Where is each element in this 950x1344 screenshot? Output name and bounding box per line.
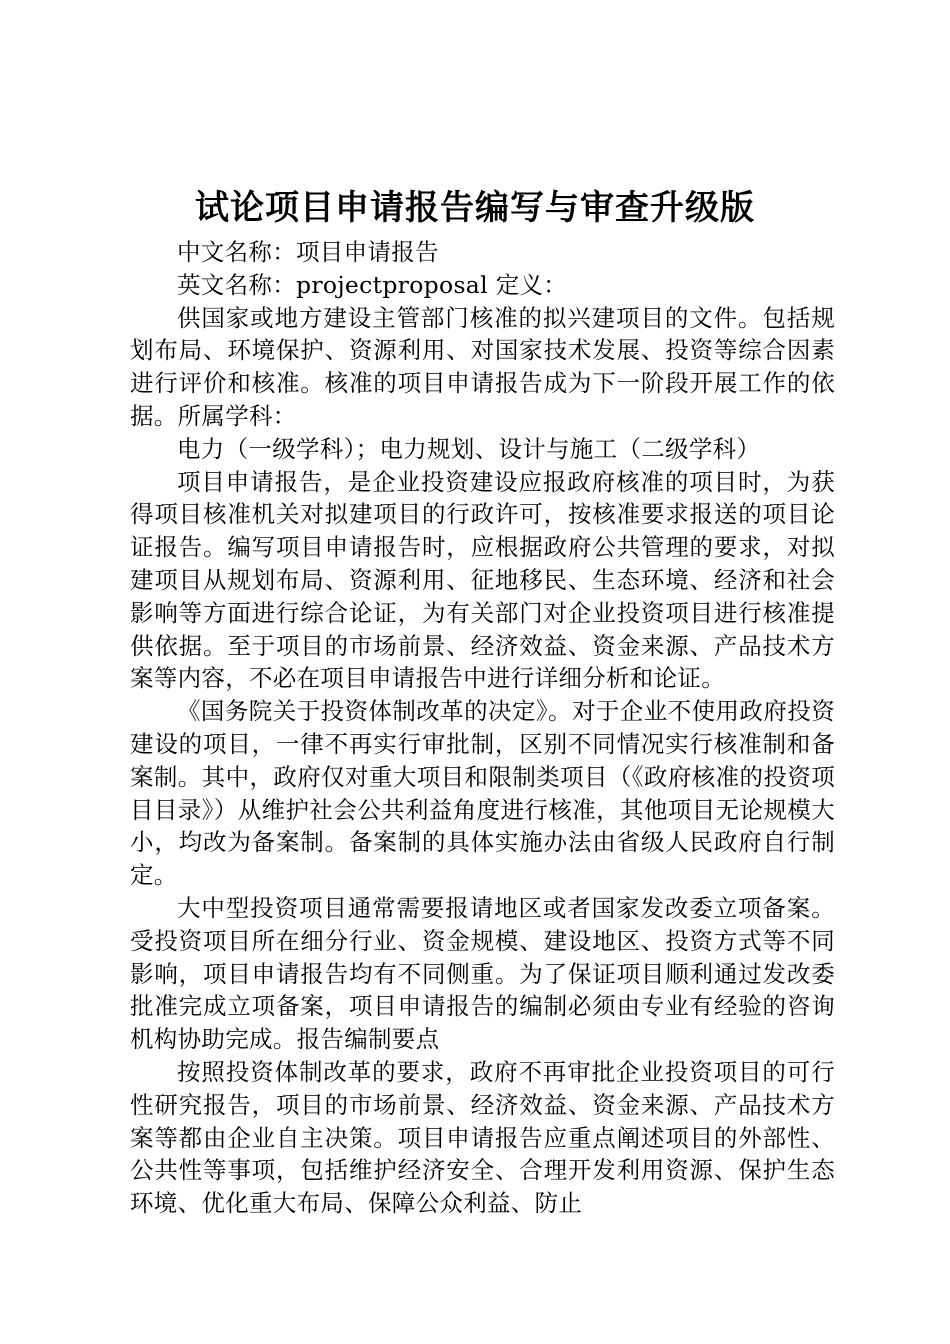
paragraph-state-council-decision: 《国务院关于投资体制改革的决定》。对于企业不使用政府投资建设的项目，一律不再实行审批制，区别不同情况实行核准制和备案制。其中，政府仅对重大项目和限制类项目（《政府核准的投资项目目录》）从维护社会公共利益角度进行核准，其他项目无论规模大小，均改为备案制。备案制的具体实施办法由省级人民政府自行制定。 [130,697,835,890]
document-body [130,236,835,1220]
paragraph-reform-requirements: 按照投资体制改革的要求，政府不再审批企业投资项目的可行性研究报告，项目的市场前景、经济效益、资金来源、产品技术方案等都由企业自主决策。项目申请报告应重点阐述项目的外部性、公共性等事项，包括维护经济安全、合理开发利用资源、保护生态环境、优化重大布局、保障公众利益、防止 [130,1057,835,1218]
document-title: 试论项目申请报告编写与审查升级版 [195,188,755,228]
paragraph-chinese-name: 中文名称：项目申请报告 [177,238,439,266]
paragraph-english-name: 英文名称：projectproposal 定义： [177,270,568,299]
paragraph-definition: 供国家或地方建设主管部门核准的拟兴建项目的文件。包括规划布局、环境保护、资源利用、对国家技术发展、投资等综合因素进行评价和核准。核准的项目申请报告成为下一阶段开展工作的依据。所属学科： [130,303,835,430]
paragraph-report-intro: 项目申请报告，是企业投资建设应报政府核准的项目时，为获得项目核准机关对拟建项目的行政许可，按核准要求报送的项目论证报告。编写项目申请报告时，应根据政府公共管理的要求，对拟建项目从规划布局、资源利用、征地移民、生态环境、经济和社会影响等方面进行综合论证，为有关部门对企业投资项目进行核准提供依据。至于项目的市场前景、经济效益、资金来源、产品技术方案等内容，不必在项目申请报告中进行详细分析和论证。 [130,467,835,693]
paragraph-discipline: 电力（一级学科）；电力规划、设计与施工（二级学科） [177,434,761,463]
paragraph-large-projects: 大中型投资项目通常需要报请地区或者国家发改委立项备案。受投资项目所在细分行业、资金规模、建设地区、投资方式等不同影响，项目申请报告均有不同侧重。为了保证项目顺利通过发改委批准完成立项备案，项目申请报告的编制必须由专业有经验的咨询机构协助完成。报告编制要点 [130,893,835,1054]
